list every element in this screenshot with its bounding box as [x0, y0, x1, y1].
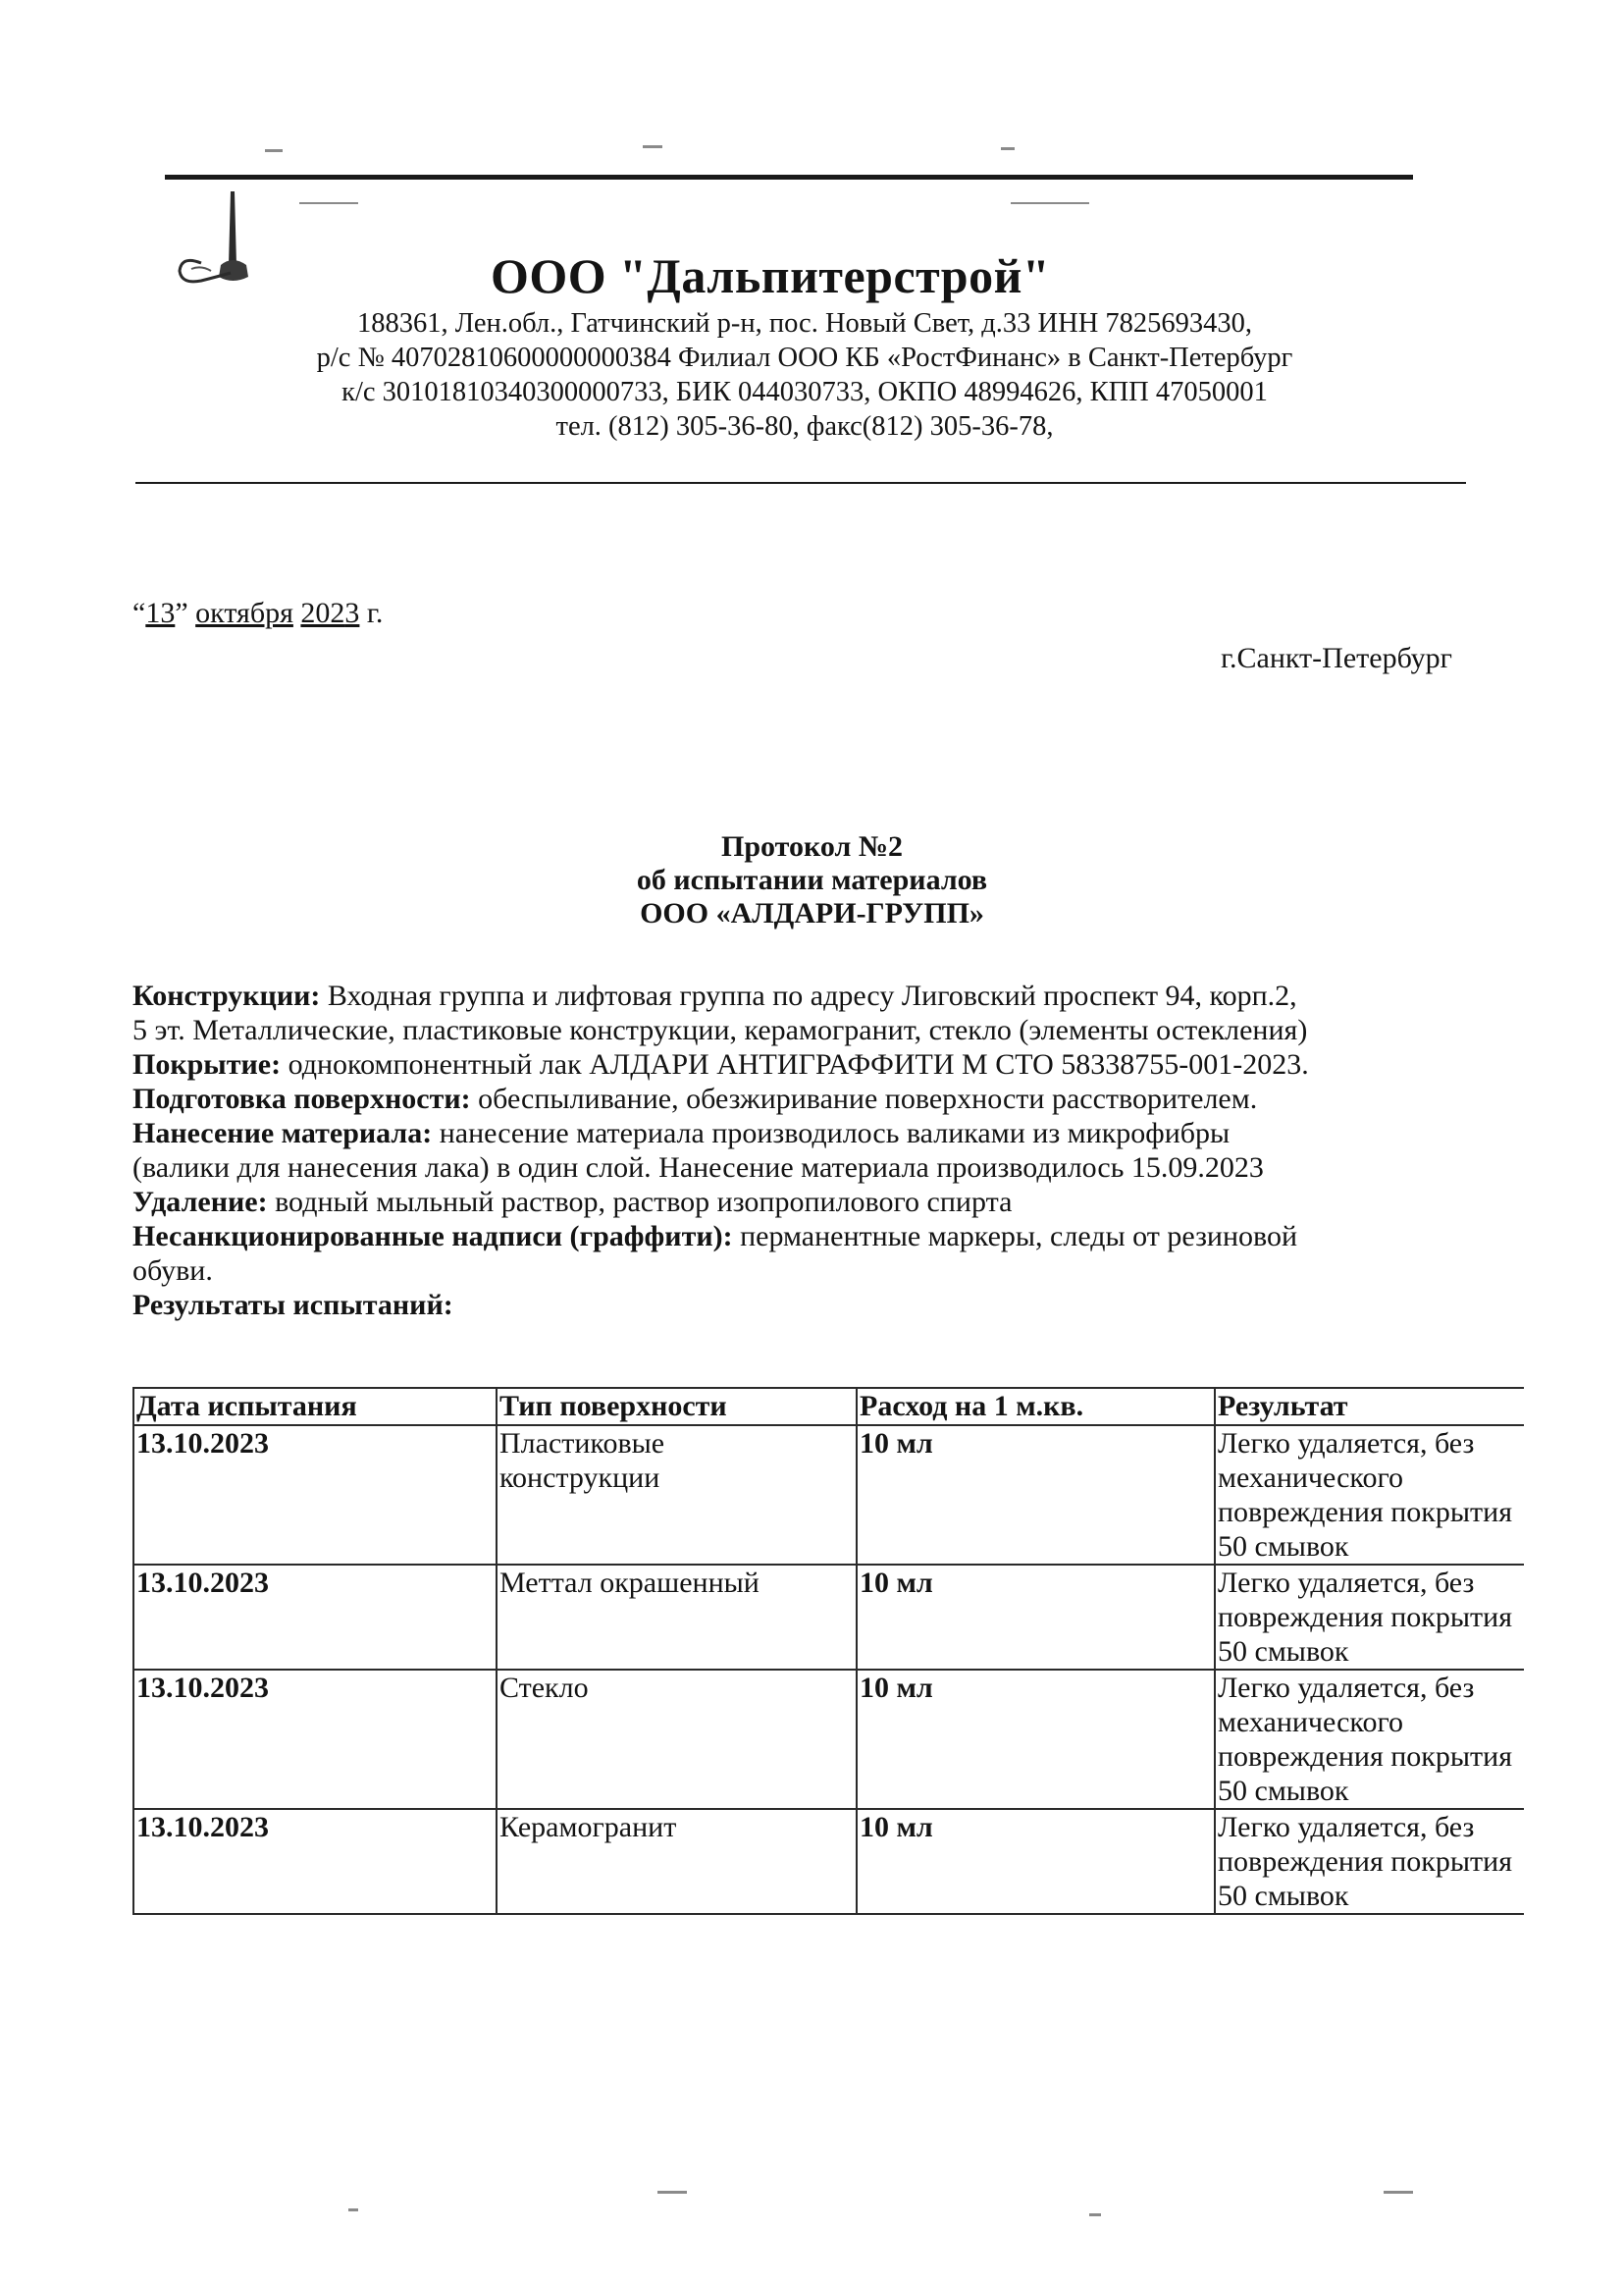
surface-line: Пластиковые [499, 1427, 665, 1460]
protocol-subtitle: об испытании материалов [636, 864, 988, 896]
cell-rate: 10 мл [857, 1809, 1215, 1914]
section-line [132, 1185, 1487, 1219]
result-line: механического [1218, 1461, 1404, 1494]
cell-surface [497, 1565, 857, 1670]
scan-speck [1011, 202, 1089, 204]
result-line: повреждения покрытия [1218, 1845, 1512, 1878]
scan-speck [348, 2208, 358, 2211]
scan-speck [1089, 2213, 1101, 2216]
document-city: г.Санкт-Петербург [1221, 642, 1452, 674]
protocol-title: Протокол №2 [721, 830, 903, 863]
table-header-row [133, 1388, 1527, 1425]
requisites-line: к/с 30101810340300000733, БИК 044030733, ОКПО 48994626, КПП 47050001 [341, 377, 1268, 407]
cell-result [1215, 1425, 1527, 1565]
result-line: Легко удаляется, без [1218, 1672, 1475, 1704]
company-name: ООО "Дальпитерстрой" [491, 248, 1051, 303]
result-line: 50 смывок [1218, 1635, 1349, 1668]
cell-rate: 10 мл [857, 1670, 1215, 1809]
date-open-quote: “ [132, 597, 146, 629]
section-text: обеспыливание, обезжиривание поверхности расстворителем. [470, 1083, 1258, 1115]
surface-line: конструкции [499, 1461, 660, 1494]
surface-line: Стекло [499, 1672, 589, 1704]
table-row [133, 1809, 1527, 1914]
requisites-line: р/с № 40702810600000000384 Филиал ООО КБ «РостФинанс» в Санкт-Петербург [316, 343, 1293, 373]
header-surface: Тип поверхности [497, 1388, 857, 1425]
date-month: октября [195, 597, 293, 629]
date-suffix: г. [359, 597, 384, 629]
section-line [132, 1253, 1487, 1288]
surface-line: Меттал окрашенный [499, 1567, 760, 1599]
table-row [133, 1425, 1527, 1565]
cell-date: 13.10.2023 [133, 1809, 497, 1914]
cell-result [1215, 1809, 1527, 1914]
section-text: однокомпонентный лак АЛДАРИ АНТИГРАФФИТИ М СТО 58338755-001-2023. [281, 1048, 1309, 1081]
table-row [133, 1670, 1527, 1809]
date-close-quote: ” [175, 597, 188, 629]
surface-line: Керамогранит [499, 1811, 677, 1843]
section-label: Конструкции: [132, 980, 321, 1012]
section-line [132, 1013, 1487, 1047]
scan-speck [1384, 2191, 1413, 2194]
section-label: Нанесение материала: [132, 1117, 433, 1149]
cell-result [1215, 1670, 1527, 1809]
section-line [132, 1116, 1487, 1150]
cell-surface [497, 1425, 857, 1565]
requisites-line: 188361, Лен.обл., Гатчинский р-н, пос. Новый Свет, д.33 ИНН 7825693430, [356, 308, 1253, 339]
cell-surface [497, 1809, 857, 1914]
requisites-line: тел. (812) 305-36-80, факс(812) 305-36-78, [555, 411, 1054, 442]
scan-speck [657, 2191, 687, 2194]
page-edge-mask [1524, 1374, 1624, 1963]
cell-rate: 10 мл [857, 1565, 1215, 1670]
result-line: Легко удаляется, без [1218, 1427, 1475, 1460]
result-line: Легко удаляется, без [1218, 1811, 1475, 1843]
cell-date: 13.10.2023 [133, 1425, 497, 1565]
date-year-digit: 3 [344, 597, 360, 629]
date-day: 13 [145, 597, 176, 629]
scan-speck [299, 202, 358, 204]
lamp-logo-icon [172, 186, 270, 294]
section-label: Результаты испытаний: [132, 1289, 453, 1321]
section-line [132, 979, 1487, 1013]
cell-result [1215, 1565, 1527, 1670]
header-rate: Расход на 1 м.кв. [857, 1388, 1215, 1425]
scan-speck [1001, 147, 1015, 150]
section-line [132, 1150, 1487, 1185]
cell-surface [497, 1670, 857, 1809]
section-line [132, 1288, 1487, 1322]
result-line: 50 смывок [1218, 1530, 1349, 1563]
date-year-prefix: 202 [300, 597, 345, 629]
section-label: Несанкционированные надписи (граффити): [132, 1220, 733, 1252]
scan-speck [265, 149, 283, 152]
results-table [132, 1387, 1528, 1915]
section-label: Подготовка поверхности: [132, 1083, 471, 1115]
section-label: Удаление: [132, 1186, 268, 1218]
letterhead-top-rule [165, 175, 1413, 180]
cell-rate: 10 мл [857, 1425, 1215, 1565]
section-line [132, 1082, 1487, 1116]
cell-date: 13.10.2023 [133, 1565, 497, 1670]
section-text: водный мыльный раствор, раствор изопропилового спирта [267, 1186, 1013, 1218]
result-line: Легко удаляется, без [1218, 1567, 1475, 1599]
section-text: нанесение материала производилось валиками из микрофибры [432, 1117, 1231, 1149]
cell-date: 13.10.2023 [133, 1670, 497, 1809]
result-line: механического [1218, 1706, 1404, 1738]
company-requisites [206, 306, 1403, 444]
section-text: обуви. [132, 1254, 213, 1287]
section-text: (валики для нанесения лака) в один слой. Нанесение материала производилось 15.09.2023 [132, 1151, 1264, 1184]
protocol-heading [0, 830, 1624, 930]
section-text: перманентные маркеры, следы от резиновой [732, 1220, 1298, 1252]
section-line [132, 1219, 1487, 1253]
result-line: повреждения покрытия [1218, 1740, 1512, 1773]
result-line: повреждения покрытия [1218, 1601, 1512, 1633]
result-line: 50 смывок [1218, 1775, 1349, 1807]
section-text: 5 эт. Металлические, пластиковые конструкции, керамогранит, стекло (элементы остекления) [132, 1014, 1308, 1046]
table-row [133, 1565, 1527, 1670]
protocol-body [132, 979, 1487, 1322]
document-date [132, 597, 383, 630]
scan-speck [643, 145, 662, 148]
section-text: Входная группа и лифтовая группа по адресу Лиговский проспект 94, корп.2, [320, 980, 1297, 1012]
section-line [132, 1047, 1487, 1082]
section-label: Покрытие: [132, 1048, 282, 1081]
result-line: 50 смывок [1218, 1880, 1349, 1912]
header-date: Дата испытания [133, 1388, 497, 1425]
header-result: Результат [1215, 1388, 1527, 1425]
protocol-company: ООО «АЛДАРИ-ГРУПП» [640, 897, 984, 930]
result-line: повреждения покрытия [1218, 1496, 1512, 1528]
letterhead-bottom-rule [135, 482, 1466, 484]
